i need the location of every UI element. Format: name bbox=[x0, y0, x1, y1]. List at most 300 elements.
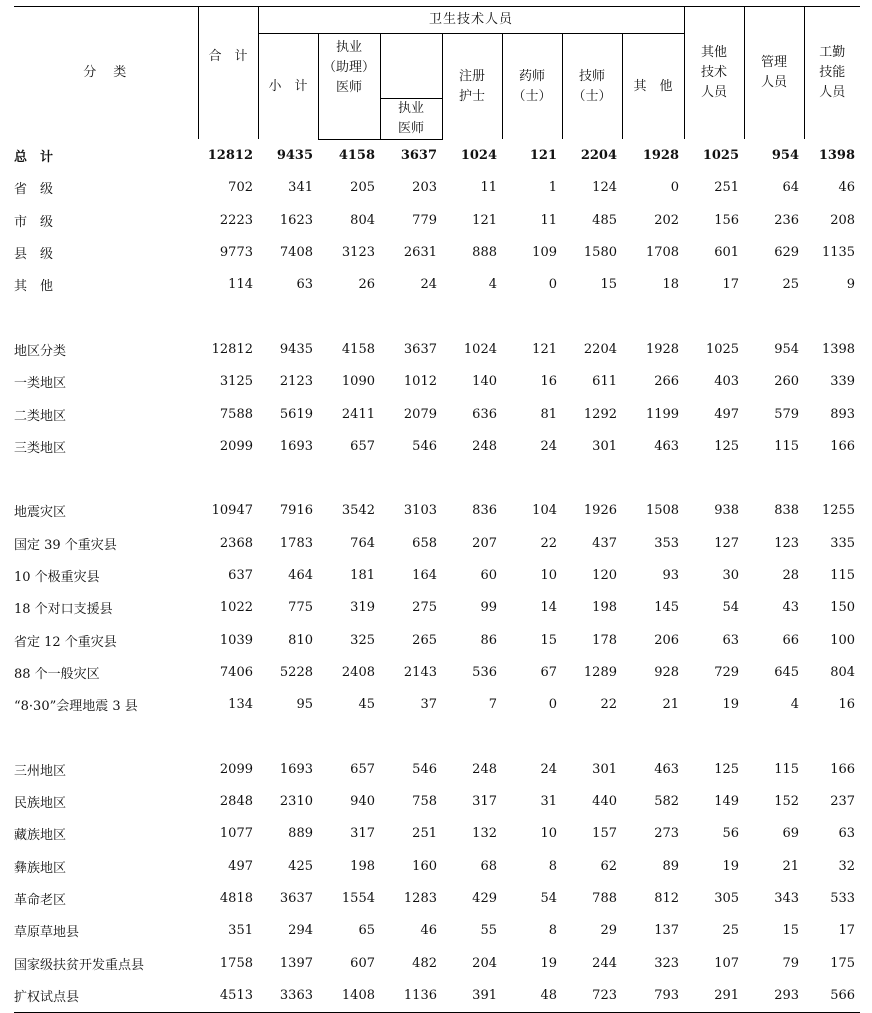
value-cell: 463 bbox=[654, 761, 680, 777]
value-cell: 343 bbox=[774, 890, 800, 906]
row-label: 地区分类 bbox=[14, 343, 67, 359]
value-cell: 104 bbox=[532, 503, 557, 519]
value-cell: 273 bbox=[654, 826, 680, 842]
value-cell: 60 bbox=[480, 568, 497, 583]
value-cell: 391 bbox=[442, 979, 502, 1012]
row-label: 县 级 bbox=[14, 247, 54, 263]
value-cell: 11 bbox=[540, 212, 557, 228]
value-cell: 440 bbox=[592, 794, 617, 810]
value-cell: 1135 bbox=[821, 245, 856, 261]
value-cell: 115 bbox=[830, 568, 856, 583]
value-cell: 0 bbox=[548, 697, 557, 713]
value-cell: 69 bbox=[782, 826, 800, 842]
value-cell: 425 bbox=[288, 858, 313, 874]
value-cell: 301 bbox=[592, 438, 617, 454]
value-cell: 22 bbox=[540, 535, 557, 551]
value-cell: 810 bbox=[288, 632, 313, 648]
table-row bbox=[14, 333, 860, 365]
value-cell: 86 bbox=[480, 632, 497, 648]
value-cell: 65 bbox=[358, 923, 375, 939]
value-cell: 335 bbox=[830, 535, 856, 551]
value-cell: 32 bbox=[838, 858, 856, 874]
value-cell: 203 bbox=[412, 180, 437, 196]
value-cell: 2143 bbox=[403, 664, 437, 680]
value-cell: 702 bbox=[228, 180, 253, 196]
value-cell: 124 bbox=[592, 180, 617, 196]
value-cell: 207 bbox=[472, 535, 497, 551]
value-cell: 353 bbox=[654, 535, 680, 551]
value-cell: 7 bbox=[488, 697, 497, 713]
header-workers: 工勤 技能 人员 bbox=[804, 7, 860, 140]
value-cell: 764 bbox=[350, 535, 375, 551]
header-total: 合 计 bbox=[198, 7, 258, 140]
value-cell: 109 bbox=[532, 245, 557, 261]
value-cell: 265 bbox=[412, 632, 437, 648]
value-cell: 208 bbox=[830, 212, 856, 228]
value-cell: 100 bbox=[830, 632, 856, 648]
value-cell: 339 bbox=[830, 374, 856, 390]
value-cell: 67 bbox=[540, 664, 557, 680]
value-cell: 889 bbox=[288, 826, 313, 842]
value-cell: 788 bbox=[592, 890, 617, 906]
row-label: 扩权试点县 bbox=[14, 979, 198, 1012]
value-cell: 68 bbox=[480, 858, 497, 874]
row-label: 国家级扶贫开发重点县 bbox=[14, 957, 145, 973]
value-cell: 482 bbox=[412, 955, 437, 971]
table-row bbox=[14, 979, 860, 1012]
value-cell: 3637 bbox=[279, 890, 313, 906]
value-cell: 9773 bbox=[219, 245, 253, 261]
value-cell: 611 bbox=[592, 374, 617, 390]
value-cell: 2408 bbox=[341, 664, 375, 680]
value-cell: 1397 bbox=[279, 955, 313, 971]
value-cell: 2204 bbox=[580, 147, 617, 163]
value-cell: 1024 bbox=[460, 147, 497, 163]
header-practicing-assistant: 执业 （助理） 医师 bbox=[318, 34, 380, 99]
value-cell: 205 bbox=[350, 180, 375, 196]
value-cell: 12812 bbox=[207, 147, 253, 163]
value-cell: 1693 bbox=[279, 438, 313, 454]
value-cell: 152 bbox=[774, 794, 800, 810]
value-cell: 1398 bbox=[821, 341, 856, 357]
value-cell: 248 bbox=[472, 761, 497, 777]
value-cell: 319 bbox=[350, 600, 375, 616]
value-cell: 566 bbox=[804, 979, 860, 1012]
value-cell: 24 bbox=[420, 277, 437, 293]
value-cell: 125 bbox=[714, 438, 740, 454]
value-cell: 7916 bbox=[279, 503, 313, 519]
table-row bbox=[14, 850, 860, 882]
table-row bbox=[14, 689, 860, 721]
value-cell: 46 bbox=[838, 180, 856, 196]
value-cell: 10947 bbox=[211, 503, 253, 519]
value-cell: 178 bbox=[592, 632, 617, 648]
value-cell: 1580 bbox=[583, 245, 617, 261]
value-cell: 429 bbox=[472, 890, 497, 906]
value-cell: 607 bbox=[350, 955, 375, 971]
value-cell: 836 bbox=[472, 503, 497, 519]
value-cell: 16 bbox=[838, 697, 856, 713]
value-cell: 14 bbox=[540, 600, 557, 616]
value-cell: 723 bbox=[562, 979, 622, 1012]
value-cell: 202 bbox=[654, 212, 680, 228]
value-cell: 928 bbox=[654, 664, 680, 680]
value-cell: 341 bbox=[288, 180, 313, 196]
value-cell: 55 bbox=[480, 923, 497, 939]
value-cell: 2223 bbox=[219, 212, 253, 228]
value-cell: 301 bbox=[592, 761, 617, 777]
value-cell: 1283 bbox=[403, 890, 437, 906]
value-cell: 497 bbox=[714, 406, 740, 422]
row-label: 彝族地区 bbox=[14, 860, 67, 876]
value-cell: 2204 bbox=[583, 341, 617, 357]
value-cell: 317 bbox=[472, 794, 497, 810]
table-header bbox=[14, 7, 860, 140]
value-cell: 779 bbox=[412, 212, 437, 228]
value-cell: 24 bbox=[540, 438, 557, 454]
statistics-table bbox=[14, 6, 860, 1013]
value-cell: 149 bbox=[714, 794, 740, 810]
value-cell: 99 bbox=[480, 600, 497, 616]
table-row bbox=[14, 172, 860, 204]
value-cell: 45 bbox=[358, 697, 375, 713]
table-row bbox=[14, 947, 860, 979]
value-cell: 1012 bbox=[403, 374, 437, 390]
value-cell: 729 bbox=[714, 664, 740, 680]
header-practicing-assistant-lower bbox=[318, 98, 380, 139]
value-cell: 79 bbox=[782, 955, 800, 971]
table-row bbox=[14, 915, 860, 947]
value-cell: 29 bbox=[600, 923, 617, 939]
value-cell: 37 bbox=[420, 697, 437, 713]
value-cell: 63 bbox=[722, 632, 740, 648]
value-cell: 25 bbox=[782, 277, 800, 293]
value-cell: 198 bbox=[592, 600, 617, 616]
value-cell: 26 bbox=[358, 277, 375, 293]
spacer-row bbox=[14, 721, 860, 753]
value-cell: 1554 bbox=[341, 890, 375, 906]
spacer-cell bbox=[14, 462, 860, 494]
row-label: 18 个对口支援县 bbox=[14, 602, 113, 618]
header-pharmacist: 药师 （士） bbox=[502, 34, 562, 140]
value-cell: 1508 bbox=[645, 503, 680, 519]
value-cell: 1708 bbox=[645, 245, 680, 261]
value-cell: 1025 bbox=[702, 147, 740, 163]
value-cell: 18 bbox=[662, 277, 680, 293]
header-subtotal: 小 计 bbox=[258, 34, 318, 140]
header-other: 其 他 bbox=[622, 34, 684, 140]
row-label: 地震灾区 bbox=[14, 505, 67, 521]
value-cell: 3125 bbox=[219, 374, 253, 390]
row-label: 民族地区 bbox=[14, 796, 67, 812]
value-cell: 64 bbox=[782, 180, 800, 196]
value-cell: 536 bbox=[472, 664, 497, 680]
value-cell: 43 bbox=[782, 600, 800, 616]
value-cell: 204 bbox=[472, 955, 497, 971]
value-cell: 658 bbox=[412, 535, 437, 551]
value-cell: 137 bbox=[654, 923, 680, 939]
value-cell: 114 bbox=[228, 277, 253, 293]
value-cell: 758 bbox=[412, 794, 437, 810]
row-label: 草原草地县 bbox=[14, 925, 80, 941]
value-cell: 0 bbox=[670, 180, 680, 196]
spacer-row bbox=[14, 462, 860, 494]
value-cell: 132 bbox=[472, 826, 497, 842]
value-cell: 1292 bbox=[583, 406, 617, 422]
table-row bbox=[14, 656, 860, 688]
value-cell: 1090 bbox=[341, 374, 375, 390]
value-cell: 19 bbox=[722, 858, 740, 874]
value-cell: 140 bbox=[472, 374, 497, 390]
value-cell: 775 bbox=[288, 600, 313, 616]
value-cell: 89 bbox=[662, 858, 680, 874]
value-cell: 19 bbox=[540, 955, 557, 971]
header-health-tech: 卫生技术人员 bbox=[258, 7, 684, 34]
spacer-cell bbox=[14, 721, 860, 753]
value-cell: 11 bbox=[480, 180, 497, 196]
table-body bbox=[14, 139, 860, 1012]
row-label: 总 计 bbox=[14, 149, 54, 165]
value-cell: 9435 bbox=[279, 341, 313, 357]
value-cell: 166 bbox=[830, 761, 856, 777]
value-cell: 1398 bbox=[818, 147, 856, 163]
header-spacer bbox=[380, 34, 442, 99]
value-cell: 4158 bbox=[341, 341, 375, 357]
table-row bbox=[14, 204, 860, 236]
value-cell: 793 bbox=[622, 979, 684, 1012]
value-cell: 3363 bbox=[258, 979, 318, 1012]
row-label: 市 级 bbox=[14, 214, 54, 230]
value-cell: 15 bbox=[540, 632, 557, 648]
value-cell: 804 bbox=[350, 212, 375, 228]
value-cell: 838 bbox=[774, 503, 800, 519]
value-cell: 7406 bbox=[219, 664, 253, 680]
value-cell: 123 bbox=[774, 535, 800, 551]
value-cell: 31 bbox=[540, 794, 557, 810]
table-row bbox=[14, 430, 860, 462]
value-cell: 3637 bbox=[403, 341, 437, 357]
value-cell: 17 bbox=[838, 923, 856, 939]
table-row bbox=[14, 236, 860, 268]
value-cell: 175 bbox=[830, 955, 856, 971]
value-cell: 7588 bbox=[219, 406, 253, 422]
value-cell: 3542 bbox=[341, 503, 375, 519]
value-cell: 2123 bbox=[279, 374, 313, 390]
value-cell: 198 bbox=[350, 858, 375, 874]
value-cell: 62 bbox=[600, 858, 617, 874]
header-other-tech: 其他 技术 人员 bbox=[684, 7, 744, 140]
value-cell: 120 bbox=[592, 568, 617, 583]
value-cell: 2079 bbox=[403, 406, 437, 422]
value-cell: 134 bbox=[228, 697, 253, 713]
value-cell: 19 bbox=[722, 697, 740, 713]
value-cell: 54 bbox=[722, 600, 740, 616]
value-cell: 8 bbox=[548, 858, 557, 874]
value-cell: 1022 bbox=[219, 600, 253, 616]
value-cell: 1926 bbox=[583, 503, 617, 519]
value-cell: 24 bbox=[540, 761, 557, 777]
value-cell: 12812 bbox=[211, 341, 253, 357]
value-cell: 497 bbox=[228, 858, 253, 874]
table-row bbox=[14, 398, 860, 430]
table-row bbox=[14, 624, 860, 656]
spacer-cell bbox=[14, 301, 860, 333]
table-row bbox=[14, 785, 860, 817]
row-label: 88 个一般灾区 bbox=[14, 666, 100, 682]
value-cell: 95 bbox=[296, 697, 313, 713]
value-cell: 145 bbox=[654, 600, 680, 616]
value-cell: 888 bbox=[472, 245, 497, 261]
value-cell: 4 bbox=[488, 277, 497, 293]
value-cell: 645 bbox=[774, 664, 800, 680]
value-cell: 54 bbox=[540, 890, 557, 906]
value-cell: 323 bbox=[654, 955, 680, 971]
value-cell: 1623 bbox=[279, 212, 313, 228]
value-cell: 1024 bbox=[463, 341, 497, 357]
value-cell: 437 bbox=[592, 535, 617, 551]
value-cell: 2368 bbox=[219, 535, 253, 551]
row-label: 省定 12 个重灾县 bbox=[14, 634, 117, 650]
value-cell: 325 bbox=[350, 632, 375, 648]
value-cell: 5619 bbox=[279, 406, 313, 422]
value-cell: 954 bbox=[771, 147, 800, 163]
value-cell: 15 bbox=[600, 277, 617, 293]
row-label: 省 级 bbox=[14, 182, 54, 198]
value-cell: 2848 bbox=[219, 794, 253, 810]
table-row bbox=[14, 882, 860, 914]
value-cell: 1289 bbox=[583, 664, 617, 680]
row-label: “8·30”会理地震 3 县 bbox=[14, 699, 138, 715]
value-cell: 1039 bbox=[219, 632, 253, 648]
value-cell: 4818 bbox=[219, 890, 253, 906]
value-cell: 56 bbox=[722, 826, 740, 842]
table-row bbox=[14, 495, 860, 527]
value-cell: 260 bbox=[774, 374, 800, 390]
value-cell: 291 bbox=[684, 979, 744, 1012]
table-row bbox=[14, 592, 860, 624]
value-cell: 403 bbox=[714, 374, 740, 390]
value-cell: 251 bbox=[412, 826, 437, 842]
value-cell: 1136 bbox=[380, 979, 442, 1012]
value-cell: 579 bbox=[774, 406, 800, 422]
value-cell: 2099 bbox=[219, 438, 253, 454]
value-cell: 275 bbox=[412, 600, 437, 616]
value-cell: 9435 bbox=[276, 147, 313, 163]
table-row bbox=[14, 818, 860, 850]
row-label: 其 他 bbox=[14, 279, 54, 295]
value-cell: 236 bbox=[774, 212, 800, 228]
row-label: 10 个极重灾县 bbox=[14, 570, 100, 585]
value-cell: 533 bbox=[830, 890, 856, 906]
value-cell: 21 bbox=[662, 697, 680, 713]
value-cell: 657 bbox=[350, 761, 375, 777]
value-cell: 10 bbox=[540, 568, 557, 583]
table-row bbox=[14, 366, 860, 398]
value-cell: 156 bbox=[714, 212, 740, 228]
value-cell: 657 bbox=[350, 438, 375, 454]
value-cell: 893 bbox=[830, 406, 856, 422]
value-cell: 125 bbox=[714, 761, 740, 777]
value-cell: 107 bbox=[714, 955, 740, 971]
table-row bbox=[14, 559, 860, 591]
value-cell: 22 bbox=[600, 697, 617, 713]
row-label: 三类地区 bbox=[14, 440, 67, 456]
table-row bbox=[14, 527, 860, 559]
value-cell: 30 bbox=[722, 568, 740, 583]
value-cell: 63 bbox=[838, 826, 856, 842]
value-cell: 16 bbox=[540, 374, 557, 390]
header-technician: 技师 （士） bbox=[562, 34, 622, 140]
value-cell: 7408 bbox=[279, 245, 313, 261]
table-row bbox=[14, 269, 860, 301]
value-cell: 3123 bbox=[341, 245, 375, 261]
value-cell: 251 bbox=[714, 180, 740, 196]
value-cell: 2411 bbox=[341, 406, 375, 422]
value-cell: 1928 bbox=[645, 341, 680, 357]
value-cell: 248 bbox=[472, 438, 497, 454]
value-cell: 266 bbox=[654, 374, 680, 390]
value-cell: 582 bbox=[654, 794, 680, 810]
value-cell: 63 bbox=[296, 277, 313, 293]
value-cell: 1758 bbox=[219, 955, 253, 971]
value-cell: 804 bbox=[830, 664, 856, 680]
value-cell: 1408 bbox=[318, 979, 380, 1012]
row-label: 一类地区 bbox=[14, 376, 67, 392]
value-cell: 28 bbox=[782, 568, 800, 583]
value-cell: 206 bbox=[654, 632, 680, 648]
value-cell: 463 bbox=[654, 438, 680, 454]
value-cell: 66 bbox=[782, 632, 800, 648]
value-cell: 166 bbox=[830, 438, 856, 454]
value-cell: 121 bbox=[529, 147, 557, 163]
header-category: 分 类 bbox=[14, 7, 198, 140]
header-registered-nurse: 注册 护士 bbox=[442, 34, 502, 140]
value-cell: 0 bbox=[548, 277, 557, 293]
value-cell: 940 bbox=[350, 794, 375, 810]
value-cell: 1928 bbox=[642, 147, 680, 163]
value-cell: 601 bbox=[714, 245, 740, 261]
value-cell: 3637 bbox=[400, 148, 437, 164]
value-cell: 3103 bbox=[403, 503, 437, 519]
value-cell: 464 bbox=[288, 568, 313, 583]
row-label: 国定 39 个重灾县 bbox=[14, 537, 117, 553]
spacer-row bbox=[14, 301, 860, 333]
value-cell: 121 bbox=[472, 212, 497, 228]
value-cell: 46 bbox=[420, 923, 437, 939]
value-cell: 160 bbox=[412, 858, 437, 874]
header-management: 管理 人员 bbox=[744, 7, 804, 140]
value-cell: 305 bbox=[714, 890, 740, 906]
value-cell: 1783 bbox=[279, 535, 313, 551]
value-cell: 157 bbox=[592, 826, 617, 842]
value-cell: 115 bbox=[774, 761, 800, 777]
value-cell: 2099 bbox=[219, 761, 253, 777]
value-cell: 637 bbox=[228, 568, 253, 583]
value-cell: 93 bbox=[662, 568, 680, 583]
value-cell: 48 bbox=[502, 979, 562, 1012]
value-cell: 4 bbox=[790, 697, 800, 713]
value-cell: 938 bbox=[714, 503, 740, 519]
table-row bbox=[14, 753, 860, 785]
value-cell: 17 bbox=[722, 277, 740, 293]
value-cell: 127 bbox=[714, 535, 740, 551]
value-cell: 1077 bbox=[219, 826, 253, 842]
value-cell: 25 bbox=[722, 923, 740, 939]
value-cell: 1 bbox=[548, 180, 557, 196]
value-cell: 2631 bbox=[403, 245, 437, 261]
value-cell: 485 bbox=[592, 212, 617, 228]
value-cell: 1255 bbox=[821, 503, 856, 519]
